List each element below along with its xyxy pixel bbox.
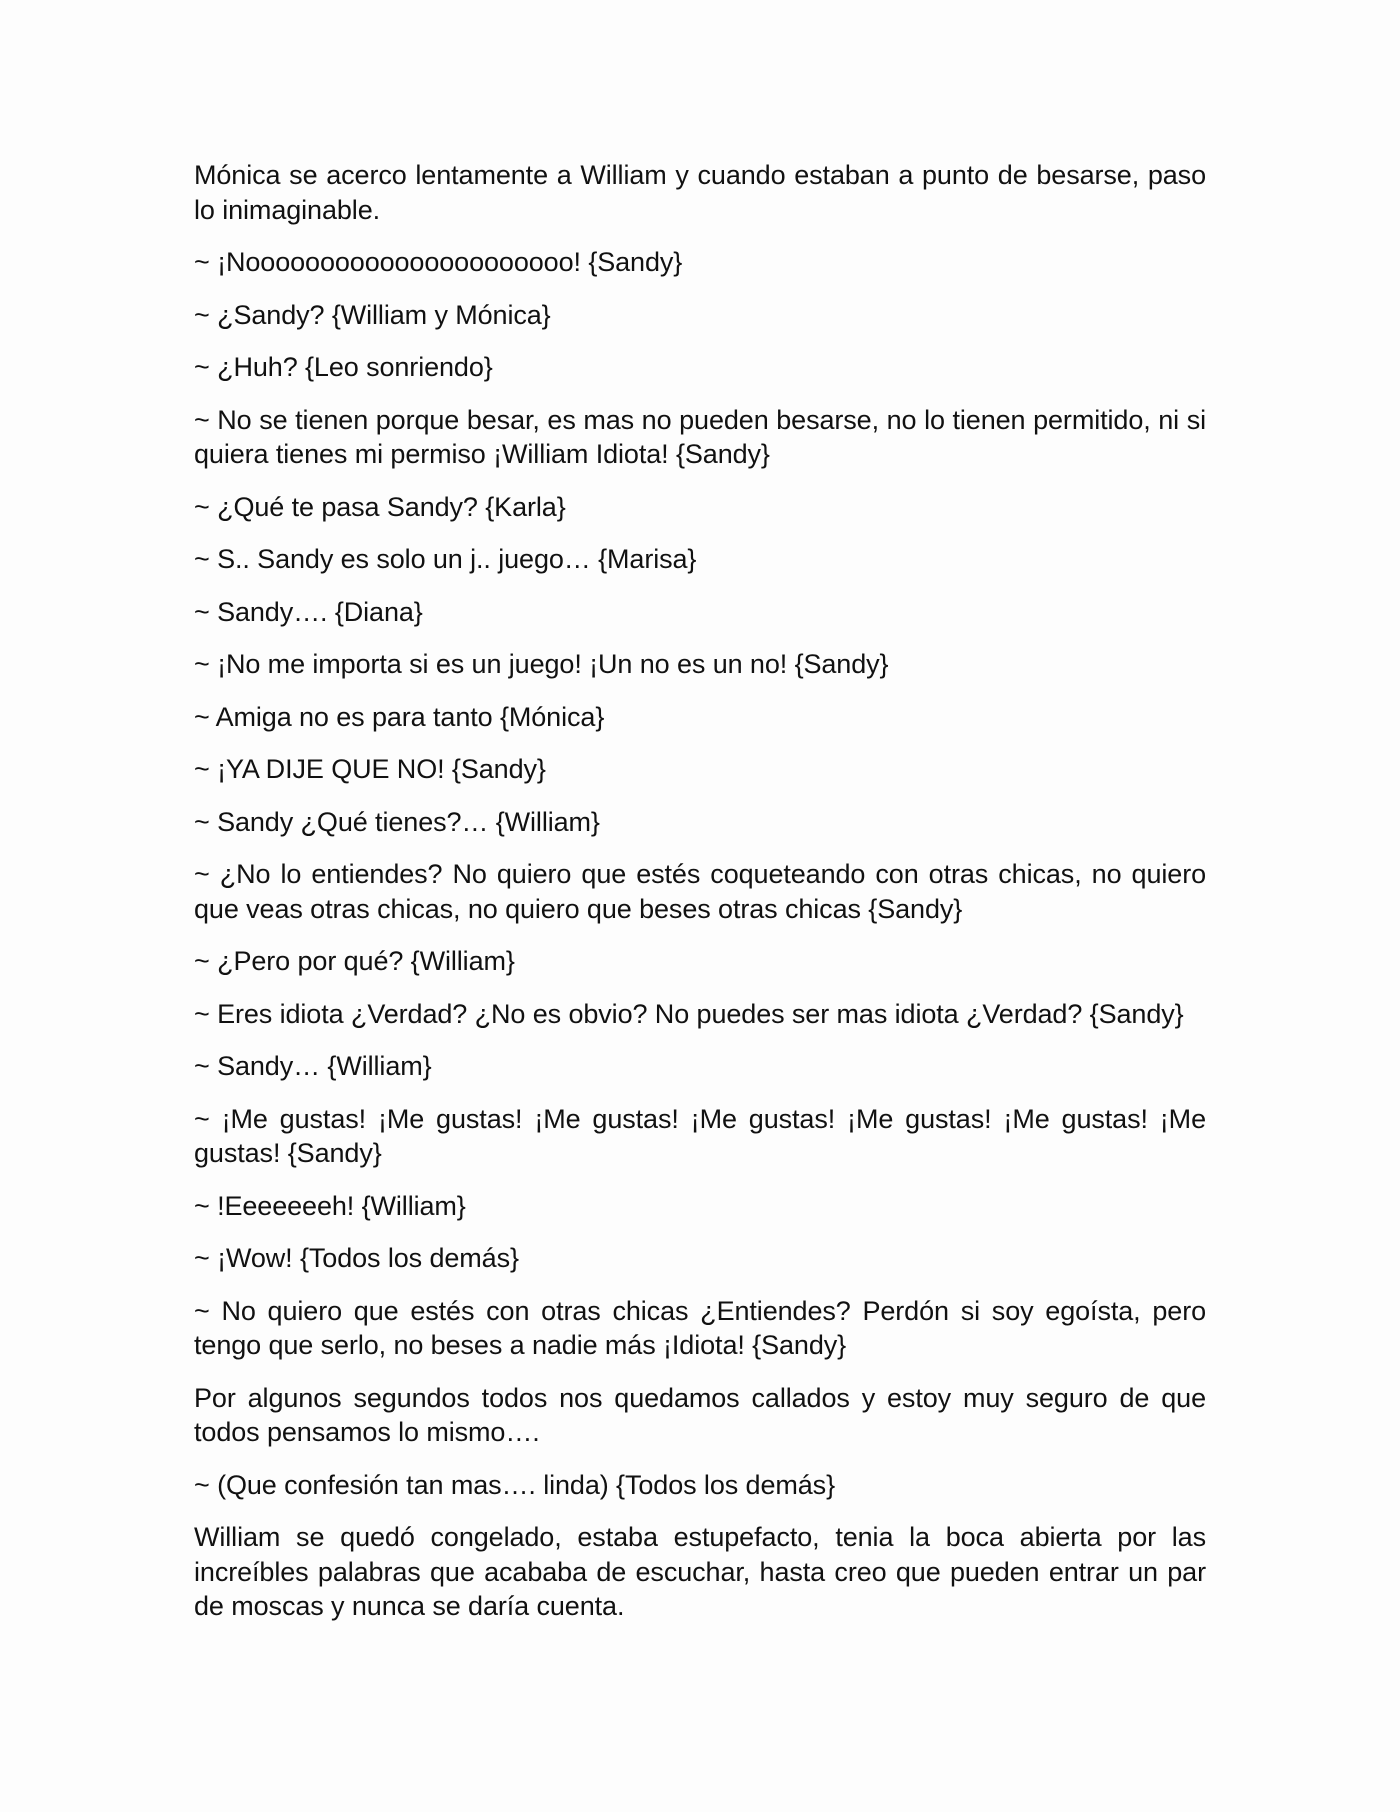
dialogue-line: ~ ¡No me importa si es un juego! ¡Un no es un no! {Sandy} <box>194 649 889 679</box>
document-body <box>194 158 1206 1642</box>
dialogue-line: ~ ¡Noooooooooooooooooooooo! {Sandy} <box>194 247 683 277</box>
dialogue-line: ~ ¿Qué te pasa Sandy? {Karla} <box>194 491 566 522</box>
dialogue-line: ~ S.. Sandy es solo un j.. juego… {Marisa} <box>194 544 697 574</box>
dialogue-line: ~ ¿No lo entiendes? No quiero que estés coqueteando con otras chicas, no quiero que veas otras chicas, no quiero que beses otras chicas {Sandy} <box>194 859 1206 924</box>
dialogue-line: ~ ¿Sandy? {William y Mónica} <box>194 299 551 330</box>
dialogue-line: ~ ¿Huh? {Leo sonriendo} <box>194 352 493 382</box>
narration-paragraph: Mónica se acerco lentamente a William y cuando estaban a punto de besarse, paso lo inimaginable. <box>194 160 1206 225</box>
dialogue-line: ~ ¡Wow! {Todos los demás} <box>194 1243 519 1273</box>
narration-paragraph: William se quedó congelado, estaba estupefacto, tenia la boca abierta por las increíbles palabras que acababa de escuchar, hasta creo que pueden entrar un par de moscas y nunca se daría cuenta. <box>194 1522 1206 1621</box>
dialogue-line: ~ !Eeeeeeeh! {William} <box>194 1190 466 1221</box>
dialogue-line: ~ ¡Me gustas! ¡Me gustas! ¡Me gustas! ¡Me gustas! ¡Me gustas! ¡Me gustas! ¡Me gustas! {Sandy} <box>194 1103 1206 1168</box>
dialogue-line: ~ Sandy… {William} <box>194 1051 432 1081</box>
dialogue-line: ~ Sandy ¿Qué tienes?… {William} <box>194 806 600 837</box>
dialogue-line: ~ No se tienen porque besar, es mas no pueden besarse, no lo tienen permitido, ni si quiera tienes mi permiso ¡William Idiota! {Sandy} <box>194 404 1206 469</box>
dialogue-line: ~ Sandy…. {Diana} <box>194 596 423 627</box>
dialogue-line: ~ (Que confesión tan mas…. linda) {Todos los demás} <box>194 1469 836 1500</box>
dialogue-line: ~ No quiero que estés con otras chicas ¿Entiendes? Perdón si soy egoísta, pero tengo que serlo, no beses a nadie más ¡Idiota! {Sandy} <box>194 1295 1206 1360</box>
narration-paragraph: Por algunos segundos todos nos quedamos callados y estoy muy seguro de que todos pensamos lo mismo…. <box>194 1382 1206 1447</box>
dialogue-line: ~ Eres idiota ¿Verdad? ¿No es obvio? No puedes ser mas idiota ¿Verdad? {Sandy} <box>194 998 1184 1029</box>
dialogue-line: ~ Amiga no es para tanto {Mónica} <box>194 701 605 732</box>
dialogue-line: ~ ¿Pero por qué? {William} <box>194 946 515 976</box>
dialogue-line: ~ ¡YA DIJE QUE NO! {Sandy} <box>194 754 546 784</box>
